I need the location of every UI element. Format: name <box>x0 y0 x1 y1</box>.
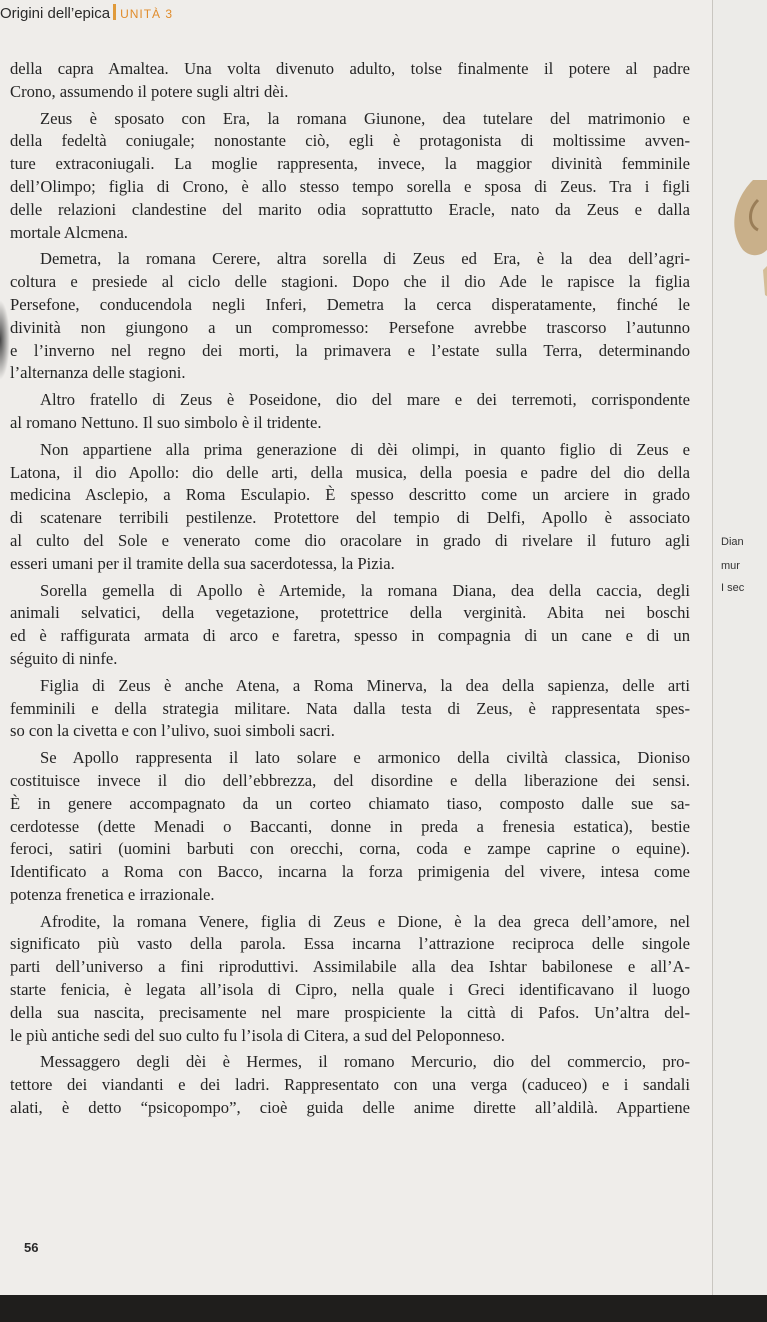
text-line: ture extraconiugali. La moglie rappresenta, invece, la maggior divinità femminile <box>10 154 690 174</box>
header-unit: UNITÀ 3 <box>120 7 174 21</box>
text-line: Identificato a Roma con Bacco, incarna la forza primigenia del vivere, intesa come <box>10 862 690 882</box>
text-line: tettore dei viandanti e dei ladri. Rappresentato con una verga (caduceo) e i sandali <box>10 1075 690 1095</box>
paragraph <box>10 108 690 245</box>
text-line: coltura e presiede al ciclo delle stagioni. Dopo che il dio Ade le rapisce la figlia <box>10 272 690 292</box>
paragraph <box>10 580 690 671</box>
main-text <box>10 58 690 1120</box>
text-line: della fedeltà coniugale; nonostante ciò, egli è protagonista di moltissime avven- <box>10 131 690 151</box>
paragraph <box>10 439 690 576</box>
statue-image-fragment <box>723 160 767 310</box>
text-line: Non appartiene alla prima generazione di dèi olimpi, in quanto figlio di Zeus e <box>40 439 690 459</box>
text-line: della capra Amaltea. Una volta divenuto adulto, tolse finalmente il potere al padre <box>10 59 690 78</box>
text-line: parti dell’universo a fini riproduttivi. Assimilabile alla dea Ishtar babilonese e all’A- <box>10 957 690 977</box>
header-section: Origini dell’epica <box>0 5 111 22</box>
background-surface <box>0 1295 767 1322</box>
text-line: feroci, satiri (uomini barbuti con orecchi, corna, coda e zampe caprine o equine). <box>10 839 690 859</box>
text-line: Afrodite, la romana Venere, figlia di Zeus e Dione, è la dea greca dell’amore, nel <box>40 911 690 931</box>
text-line: divinità non giungono a un compromesso: Persefone avrebbe trascorso l’autunno <box>10 317 690 337</box>
text-line: le più antiche sedi del suo culto fu l’isola di Citera, a sud del Peloponneso. <box>10 1025 505 1045</box>
text-line: costituisce invece il dio dell’ebbrezza, del disordine e della liberazione dei sensi. <box>10 770 690 790</box>
text-line: Zeus è sposato con Era, la romana Giunone, dea tutelare del matrimonio e <box>40 108 690 128</box>
adjacent-page <box>712 0 767 1300</box>
text-line: significato più vasto della parola. Essa incarna l’attrazione reciproca delle singole <box>10 934 690 954</box>
page-edge-shadow <box>0 300 10 380</box>
paragraph <box>10 747 690 907</box>
text-line: Persefone, conducendola negli Inferi, Demetra la cerca disperatamente, finché le <box>10 294 690 314</box>
text-line: potenza frenetica e irrazionale. <box>10 884 215 904</box>
text-line: Latona, il dio Apollo: dio delle arti, della musica, della poesia e padre del dio della <box>10 462 690 482</box>
running-header <box>0 4 173 24</box>
text-line: al culto del Sole e venerato come dio oracolare in grado di rivelare il futuro agli <box>10 530 690 550</box>
text-line: Messaggero degli dèi è Hermes, il romano Mercurio, dio del commercio, pro- <box>40 1052 690 1072</box>
margin-note: mur <box>721 560 740 572</box>
text-line: so con la civetta e con l’ulivo, suoi simboli sacri. <box>10 721 335 741</box>
text-line: dell’Olimpo; figlia di Crono, è allo stesso tempo sorella e sposa di Zeus. Tra i figli <box>10 176 690 196</box>
text-line: séguito di ninfe. <box>10 648 118 668</box>
text-line: È in genere accompagnato da un corteo chiamato tiaso, composto dalle sue sa- <box>10 793 690 813</box>
text-line: l’alternanza delle stagioni. <box>10 363 186 383</box>
margin-note: I sec <box>721 582 745 594</box>
text-line: Se Apollo rappresenta il lato solare e armonico della civiltà classica, Dioniso <box>40 748 690 768</box>
paragraph <box>10 911 690 1048</box>
paragraph <box>10 248 690 385</box>
text-line: starte fenicia, è legata all’isola di Cipro, nella quale i Greci identificavano il luogo <box>10 980 690 1000</box>
text-line: animali selvatici, della vegetazione, protettrice della verginità. Abita nei boschi <box>10 603 690 623</box>
text-line: Figlia di Zeus è anche Atena, a Roma Minerva, la dea della sapienza, delle arti <box>40 675 690 695</box>
header-divider <box>113 4 116 20</box>
text-line: mortale Alcmena. <box>10 222 128 242</box>
text-line: Altro fratello di Zeus è Poseidone, dio del mare e dei terremoti, corrispondente <box>40 390 690 410</box>
margin-note: Dian <box>721 536 744 548</box>
text-line: medicina Asclepio, a Roma Esculapio. È spesso descritto come un arciere in grado <box>10 485 690 505</box>
paragraph <box>10 1051 690 1119</box>
text-line: delle relazioni clandestine del marito odia soprattutto Eracle, nato da Zeus e dalla <box>10 199 690 219</box>
page-number: 56 <box>24 1240 39 1255</box>
text-line: Sorella gemella di Apollo è Artemide, la romana Diana, dea della caccia, degli <box>40 580 690 600</box>
text-line: alati, è detto “psicopompo”, cioè guida delle anime dirette all’aldilà. Appartiene <box>10 1098 690 1118</box>
paragraph <box>10 675 690 743</box>
text-line: al romano Nettuno. Il suo simbolo è il tridente. <box>10 412 322 432</box>
text-line: Crono, assumendo il potere sugli altri dèi. <box>10 81 289 101</box>
text-line: cerdotesse (dette Menadi o Baccanti, donne in preda a frenesia estatica), bestie <box>10 816 690 836</box>
text-line: della sua nascita, precisamente nel mare prospiciente la città di Pafos. Un’altra del- <box>10 1002 690 1022</box>
text-line: femminili e della strategia militare. Nata dalla testa di Zeus, è rappresentata spes- <box>10 698 690 718</box>
text-line: e l’inverno nel regno dei morti, la primavera e l’estate sulla Terra, determinando <box>10 340 690 360</box>
text-line: Demetra, la romana Cerere, altra sorella di Zeus ed Era, è la dea dell’agri- <box>40 249 690 269</box>
paragraph <box>10 389 690 435</box>
text-line: esseri umani per il tramite della sua sacerdotessa, la Pizia. <box>10 553 395 573</box>
text-line: di scatenare terribili pestilenze. Protettore del tempio di Delfi, Apollo è associato <box>10 508 690 528</box>
text-line: ed è raffigurata armata di arco e faretra, spesso in compagnia di un cane e di un <box>10 626 690 646</box>
paragraph <box>10 58 690 104</box>
